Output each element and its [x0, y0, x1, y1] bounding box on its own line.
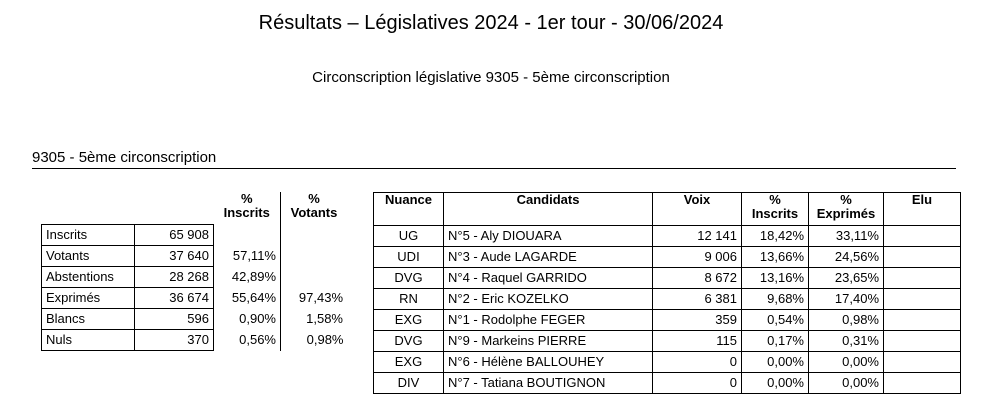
stats-header-row: [42, 192, 348, 225]
stats-label: Blancs: [42, 309, 135, 330]
stats-body: [42, 225, 348, 351]
candidate-pct-exprimes: 0,98%: [809, 310, 884, 331]
candidate-elu: [884, 268, 961, 289]
candidates-body: [374, 226, 961, 394]
candidate-pct-inscrits: 9,68%: [742, 289, 809, 310]
candidate-row: [374, 247, 961, 268]
candidate-voix: 8 672: [653, 268, 742, 289]
stats-header-pct-inscrits-label: % Inscrits: [223, 191, 270, 220]
stats-label: Inscrits: [42, 225, 135, 246]
stats-pct-inscrits: 57,11%: [214, 246, 281, 267]
stats-pct-votants: 97,43%: [298, 290, 343, 305]
stats-header-pct-inscrits: [214, 192, 281, 225]
stats-pct-inscrits: 0,90%: [214, 309, 281, 330]
stats-label: Nuls: [42, 330, 135, 351]
candidate-pct-inscrits: 13,16%: [742, 268, 809, 289]
candidate-nuance: RN: [374, 289, 444, 310]
candidate-pct-inscrits: 0,00%: [742, 373, 809, 394]
candidate-row: [374, 373, 961, 394]
header-pct-exprimes-label: % Exprimés: [816, 192, 876, 221]
stats-header-pct-votants-label: % Votants: [290, 191, 338, 220]
stats-label: Votants: [42, 246, 135, 267]
stats-value: 37 640: [135, 246, 214, 267]
stats-pct-votants: [281, 225, 348, 246]
candidate-pct-inscrits: 0,17%: [742, 331, 809, 352]
candidate-row: [374, 226, 961, 247]
candidate-name: N°1 - Rodolphe FEGER: [444, 310, 653, 331]
page-title: Résultats – Législatives 2024 - 1er tour - 30/06/2024: [258, 12, 724, 34]
candidate-name: N°7 - Tatiana BOUTIGNON: [444, 373, 653, 394]
stats-row: [42, 330, 348, 351]
stats-pct-inscrits: 55,64%: [214, 288, 281, 309]
candidate-nuance: UG: [374, 226, 444, 247]
candidate-row: [374, 310, 961, 331]
stats-pct-inscrits: 42,89%: [214, 267, 281, 288]
stats-row: [42, 309, 348, 330]
page-subtitle: Circonscription législative 9305 - 5ème circonscription: [312, 69, 670, 86]
header-elu: Elu: [884, 193, 961, 226]
candidate-row: [374, 289, 961, 310]
stats-row: [42, 267, 348, 288]
stats-pct-inscrits: 0,56%: [214, 330, 281, 351]
candidate-row: [374, 331, 961, 352]
candidate-pct-exprimes: 0,00%: [809, 373, 884, 394]
candidate-elu: [884, 352, 961, 373]
stats-value: 28 268: [135, 267, 214, 288]
header-candidats: Candidats: [444, 193, 653, 226]
candidate-row: [374, 352, 961, 373]
stats-table: [41, 192, 348, 351]
stats-label: Abstentions: [42, 267, 135, 288]
candidate-elu: [884, 289, 961, 310]
candidate-voix: 6 381: [653, 289, 742, 310]
stats-value: 370: [135, 330, 214, 351]
candidate-voix: 0: [653, 352, 742, 373]
header-pct-exprimes: [809, 193, 884, 226]
stats-row: [42, 246, 348, 267]
candidate-pct-exprimes: 0,31%: [809, 331, 884, 352]
candidates-header-row: [374, 193, 961, 226]
candidate-voix: 359: [653, 310, 742, 331]
candidate-nuance: DVG: [374, 331, 444, 352]
candidate-voix: 115: [653, 331, 742, 352]
stats-value: 65 908: [135, 225, 214, 246]
header-voix: Voix: [653, 193, 742, 226]
candidate-pct-exprimes: 24,56%: [809, 247, 884, 268]
stats-header-pct-votants: [281, 192, 348, 225]
stats-pct-inscrits: [214, 225, 281, 246]
candidate-elu: [884, 331, 961, 352]
candidate-pct-inscrits: 18,42%: [742, 226, 809, 247]
candidate-voix: 12 141: [653, 226, 742, 247]
candidate-pct-exprimes: 17,40%: [809, 289, 884, 310]
stats-pct-votants: [281, 246, 348, 267]
candidates-table: [373, 192, 961, 394]
stats-header-blank: [135, 192, 214, 225]
candidate-elu: [884, 247, 961, 268]
stats-value: 36 674: [135, 288, 214, 309]
candidate-voix: 9 006: [653, 247, 742, 268]
candidate-pct-exprimes: 23,65%: [809, 268, 884, 289]
stats-pct-votants: [281, 267, 348, 288]
stats-value: 596: [135, 309, 214, 330]
candidate-pct-inscrits: 13,66%: [742, 247, 809, 268]
candidate-nuance: DIV: [374, 373, 444, 394]
candidate-name: N°2 - Eric KOZELKO: [444, 289, 653, 310]
candidate-pct-inscrits: 0,54%: [742, 310, 809, 331]
stats-label: Exprimés: [42, 288, 135, 309]
candidate-row: [374, 268, 961, 289]
candidate-nuance: EXG: [374, 352, 444, 373]
candidate-nuance: EXG: [374, 310, 444, 331]
candidate-elu: [884, 373, 961, 394]
header-pct-inscrits: [742, 193, 809, 226]
stats-header-blank: [42, 192, 135, 225]
section-title: 9305 - 5ème circonscription: [32, 149, 956, 169]
candidate-name: N°6 - Hélène BALLOUHEY: [444, 352, 653, 373]
candidate-name: N°4 - Raquel GARRIDO: [444, 268, 653, 289]
header-pct-inscrits-label: % Inscrits: [751, 192, 799, 221]
stats-pct-votants: 1,58%: [306, 311, 343, 326]
candidate-voix: 0: [653, 373, 742, 394]
stats-row: [42, 225, 348, 246]
candidate-nuance: UDI: [374, 247, 444, 268]
candidate-pct-inscrits: 0,00%: [742, 352, 809, 373]
candidate-pct-exprimes: 0,00%: [809, 352, 884, 373]
candidate-nuance: DVG: [374, 268, 444, 289]
candidate-name: N°3 - Aude LAGARDE: [444, 247, 653, 268]
candidate-elu: [884, 310, 961, 331]
stats-row: [42, 288, 348, 309]
candidate-name: N°5 - Aly DIOUARA: [444, 226, 653, 247]
stats-pct-votants: 0,98%: [306, 332, 344, 347]
candidate-elu: [884, 226, 961, 247]
candidate-pct-exprimes: 33,11%: [809, 226, 884, 247]
candidate-name: N°9 - Markeins PIERRE: [444, 331, 653, 352]
header-nuance: Nuance: [374, 193, 444, 226]
